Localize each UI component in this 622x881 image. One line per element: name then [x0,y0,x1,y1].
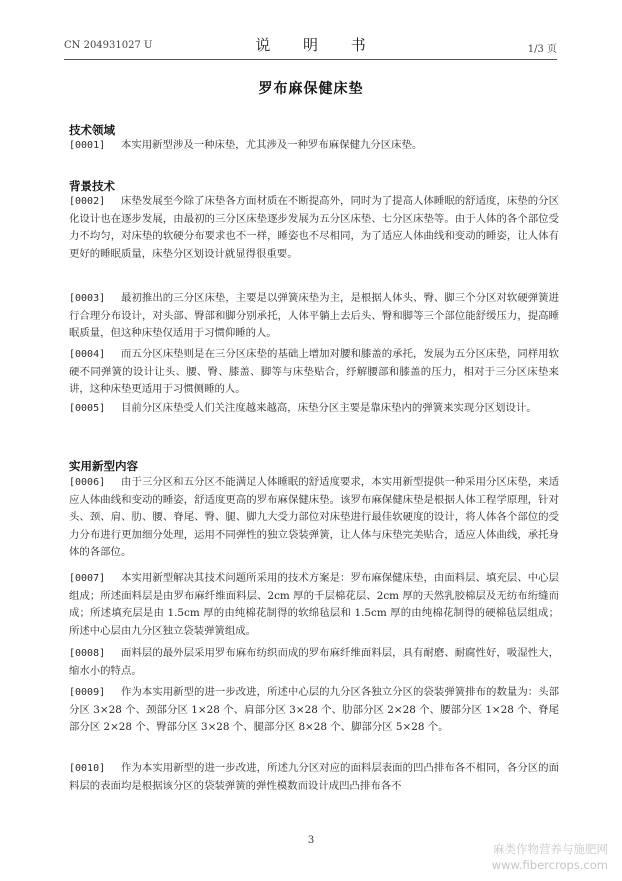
paragraph-number: [0008] [69,648,106,659]
paragraph-number: [0009] [69,687,106,698]
paragraph-number: [0005] [69,403,106,414]
paragraph-number: [0002] [69,196,106,207]
paragraph [69,346,559,399]
section-heading-field: 技术领域 [69,123,115,137]
paragraph-text: 最初推出的三分区床垫，主要是以弹簧床垫为主，是根据人体头、臀、脚三个分区对软硬弹簧进行合理分布设计，对头部、臀部和脚分别承托，人体平躺上去后头、臀和脚等三个部位能舒缓压力，提高睡眠质量，但这种床垫仅适用于习惯仰睡的人。 [69,292,559,339]
paragraph-text: 作为本实用新型的进一步改进，所述中心层的九分区各独立分区的袋装弹簧排布的数量为：头部分区 3×28 个、颈部分区 1×28 个、肩部分区 3×28 个、肋部分区 2×28 个、腰部分区 1×28 个、脊尾部分区 2×28 个、臀部分区 3×28 个、腿部分区 8×28 个、脚部分区 5×28 个。 [69,686,559,733]
page-number: 3 [307,835,315,846]
document-title: 罗布麻保健床垫 [258,81,364,97]
watermark-url: www.fibercrops.com [491,858,608,872]
paragraph-text: 而五分区床垫则是在三分区床垫的基础上增加对腰和膝盖的承托，发展为五分区床垫，同样用软硬不同弹簧的设计让头、腰、臀、膝盖、脚等与床垫贴合，纾解腰部和膝盖的压力，相对于三分区床垫来讲，这种床垫更适用于习惯侧睡的人。 [69,348,559,395]
paragraph-number: [0004] [69,349,106,360]
paragraph-text: 作为本实用新型的进一步改进，所述九分区对应的面料层表面的凹凸排布各不相同，各分区的面料层的表面均是根据该分区的袋装弹簧的弹性模数而设计成凹凸排布各不 [69,762,559,792]
watermark-title: 麻类作物营养与施肥网 [493,842,608,856]
paragraph-number: [0010] [69,763,106,774]
paragraph-text: 本实用新型解决其技术问题所采用的技术方案是：罗布麻保健床垫，由面料层、填充层、中心层组成；所述面料层是由罗布麻纤维面料层、2cm 厚的千层棉花层、2cm 厚的天然乳胶棉层及无纺布绗缝而成；所述填充层是由 1.5cm 厚的由纯棉花制得的软绵毡层和 1.5cm 厚的由纯棉花制得的硬棉毡层组成；所述中心层由九分区独立袋装弹簧组成。 [69,572,559,637]
paragraph-text: 床垫发展至今除了床垫各方面材质在不断提高外，同时为了提高人体睡眠的舒适度，床垫的分区化设计也在逐步发展，由最初的三分区床垫逐步发展为五分区床垫、七分区床垫等。由于人体的各个部位受力不均匀，对床垫的软硬分布要求也不一样，睡姿也不尽相同，为了适应人体曲线和变动的睡姿，让人体有更好的睡眠质量，床垫分区划设计就显得很重要。 [69,195,559,260]
section-heading-background: 背景技术 [69,179,115,193]
page-indicator: 1/3 页 [527,44,557,55]
paragraph-text: 由于三分区和五分区不能满足人体睡眠的舒适度要求，本实用新型提供一种采用分区床垫，来适应人体曲线和变动的睡姿，舒适度更高的罗布麻保健床垫。该罗布麻保健床垫是根据人体工程学原理，针对头、颈、肩、肋、腰、脊尾、臀、腿、脚九大受力部位对床垫进行最佳软硬度的设计，将人体各个部位的受力分布进行更加细分处理，运用不同弹性的独立袋装弹簧，让人体与床垫完美贴合，适应人体曲线，承托身体的各部位。 [69,476,559,558]
paragraph [69,474,559,562]
paragraph-number: [0001] [69,140,106,151]
paragraph [69,193,559,263]
paragraph [69,400,559,418]
document-type: 说 明 书 [255,36,380,54]
page-header [64,26,557,56]
paragraph [69,760,559,795]
section-heading-content: 实用新型内容 [69,459,138,473]
paragraph-number: [0007] [69,573,106,584]
paragraph-number: [0006] [69,477,106,488]
paragraph-text: 目前分区床垫受人们关注度越来越高，床垫分区主要是靠床垫内的弹簧来实现分区划设计。 [121,402,537,414]
document-code: CN 204931027 U [64,40,153,51]
paragraph-number: [0003] [69,293,106,304]
paragraph-text: 本实用新型涉及一种床垫，尤其涉及一种罗布麻保健九分区床垫。 [121,139,423,151]
paragraph [69,137,559,155]
header-rule [64,59,557,60]
paragraph [69,645,559,680]
paragraph [69,290,559,343]
paragraph-text: 面料层的最外层采用罗布麻布纺织而成的罗布麻纤维面料层，具有耐磨、耐腐性好，吸湿性大，缩水小的特点。 [69,647,559,677]
paragraph [69,684,559,737]
paragraph [69,570,559,640]
watermark [492,841,608,873]
